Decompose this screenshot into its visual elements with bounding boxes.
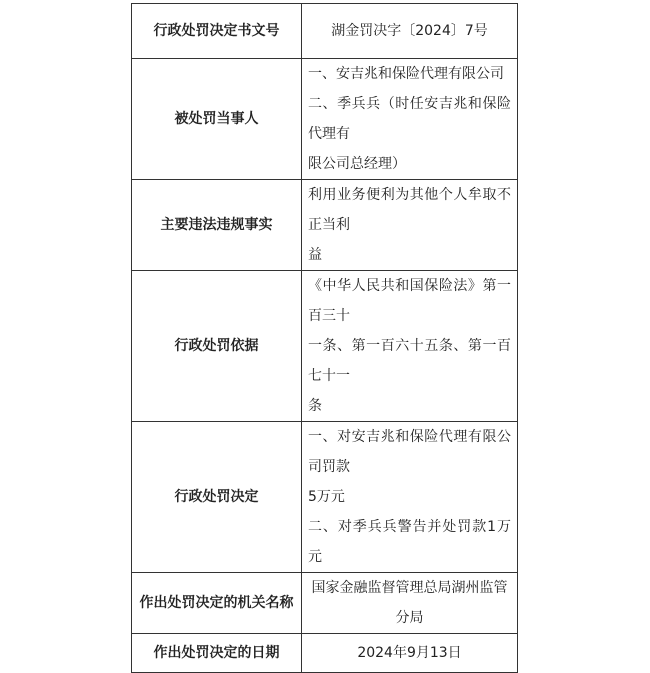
table-row-decision-number (132, 4, 518, 59)
table-row-issuing-agency (132, 573, 518, 634)
value-line: 条 (308, 398, 322, 414)
value-line: 湖金罚决字〔2024〕7号 (331, 23, 488, 39)
value-line: 利用业务便利为其他个人牟取不正当利 (308, 187, 511, 233)
value-line: 国家金融监督管理总局湖州监管分局 (311, 580, 508, 626)
violation-facts-value (302, 180, 518, 271)
value-line: 二、对季兵兵警告并处罚款1万元 (308, 519, 511, 565)
table-row-penalty-basis (132, 271, 518, 422)
value-line: 《中华人民共和国保险法》第一百三十 (308, 278, 511, 324)
row-label: 行政处罚决定 (132, 422, 302, 573)
penalty-info-table (131, 3, 518, 673)
value-line: 5万元 (308, 489, 345, 505)
table-row-violation-facts (132, 180, 518, 271)
table-row-penalty-decision (132, 422, 518, 573)
value-line: 2024年9月13日 (357, 645, 462, 661)
value-line: 二、季兵兵（时任安吉兆和保险代理有 (308, 96, 511, 142)
row-label: 主要违法违规事实 (132, 180, 302, 271)
penalty-basis-value (302, 271, 518, 422)
decision-number-value (302, 4, 518, 59)
penalty-decision-value (302, 422, 518, 573)
table-row-penalized-party (132, 59, 518, 180)
value-line: 限公司总经理） (308, 156, 406, 172)
row-label: 行政处罚决定书文号 (132, 4, 302, 59)
issuing-agency-value (302, 573, 518, 634)
table-row-decision-date (132, 634, 518, 673)
row-label: 被处罚当事人 (132, 59, 302, 180)
penalized-party-value (302, 59, 518, 180)
value-line: 一、对安吉兆和保险代理有限公司罚款 (308, 429, 511, 475)
penalty-decision-document (131, 3, 518, 673)
decision-date-value (302, 634, 518, 673)
value-line: 一条、第一百六十五条、第一百七十一 (308, 338, 511, 384)
row-label: 作出处罚决定的日期 (132, 634, 302, 673)
value-line: 一、安吉兆和保险代理有限公司 (308, 66, 504, 82)
value-line: 益 (308, 247, 322, 263)
row-label: 行政处罚依据 (132, 271, 302, 422)
row-label: 作出处罚决定的机关名称 (132, 573, 302, 634)
